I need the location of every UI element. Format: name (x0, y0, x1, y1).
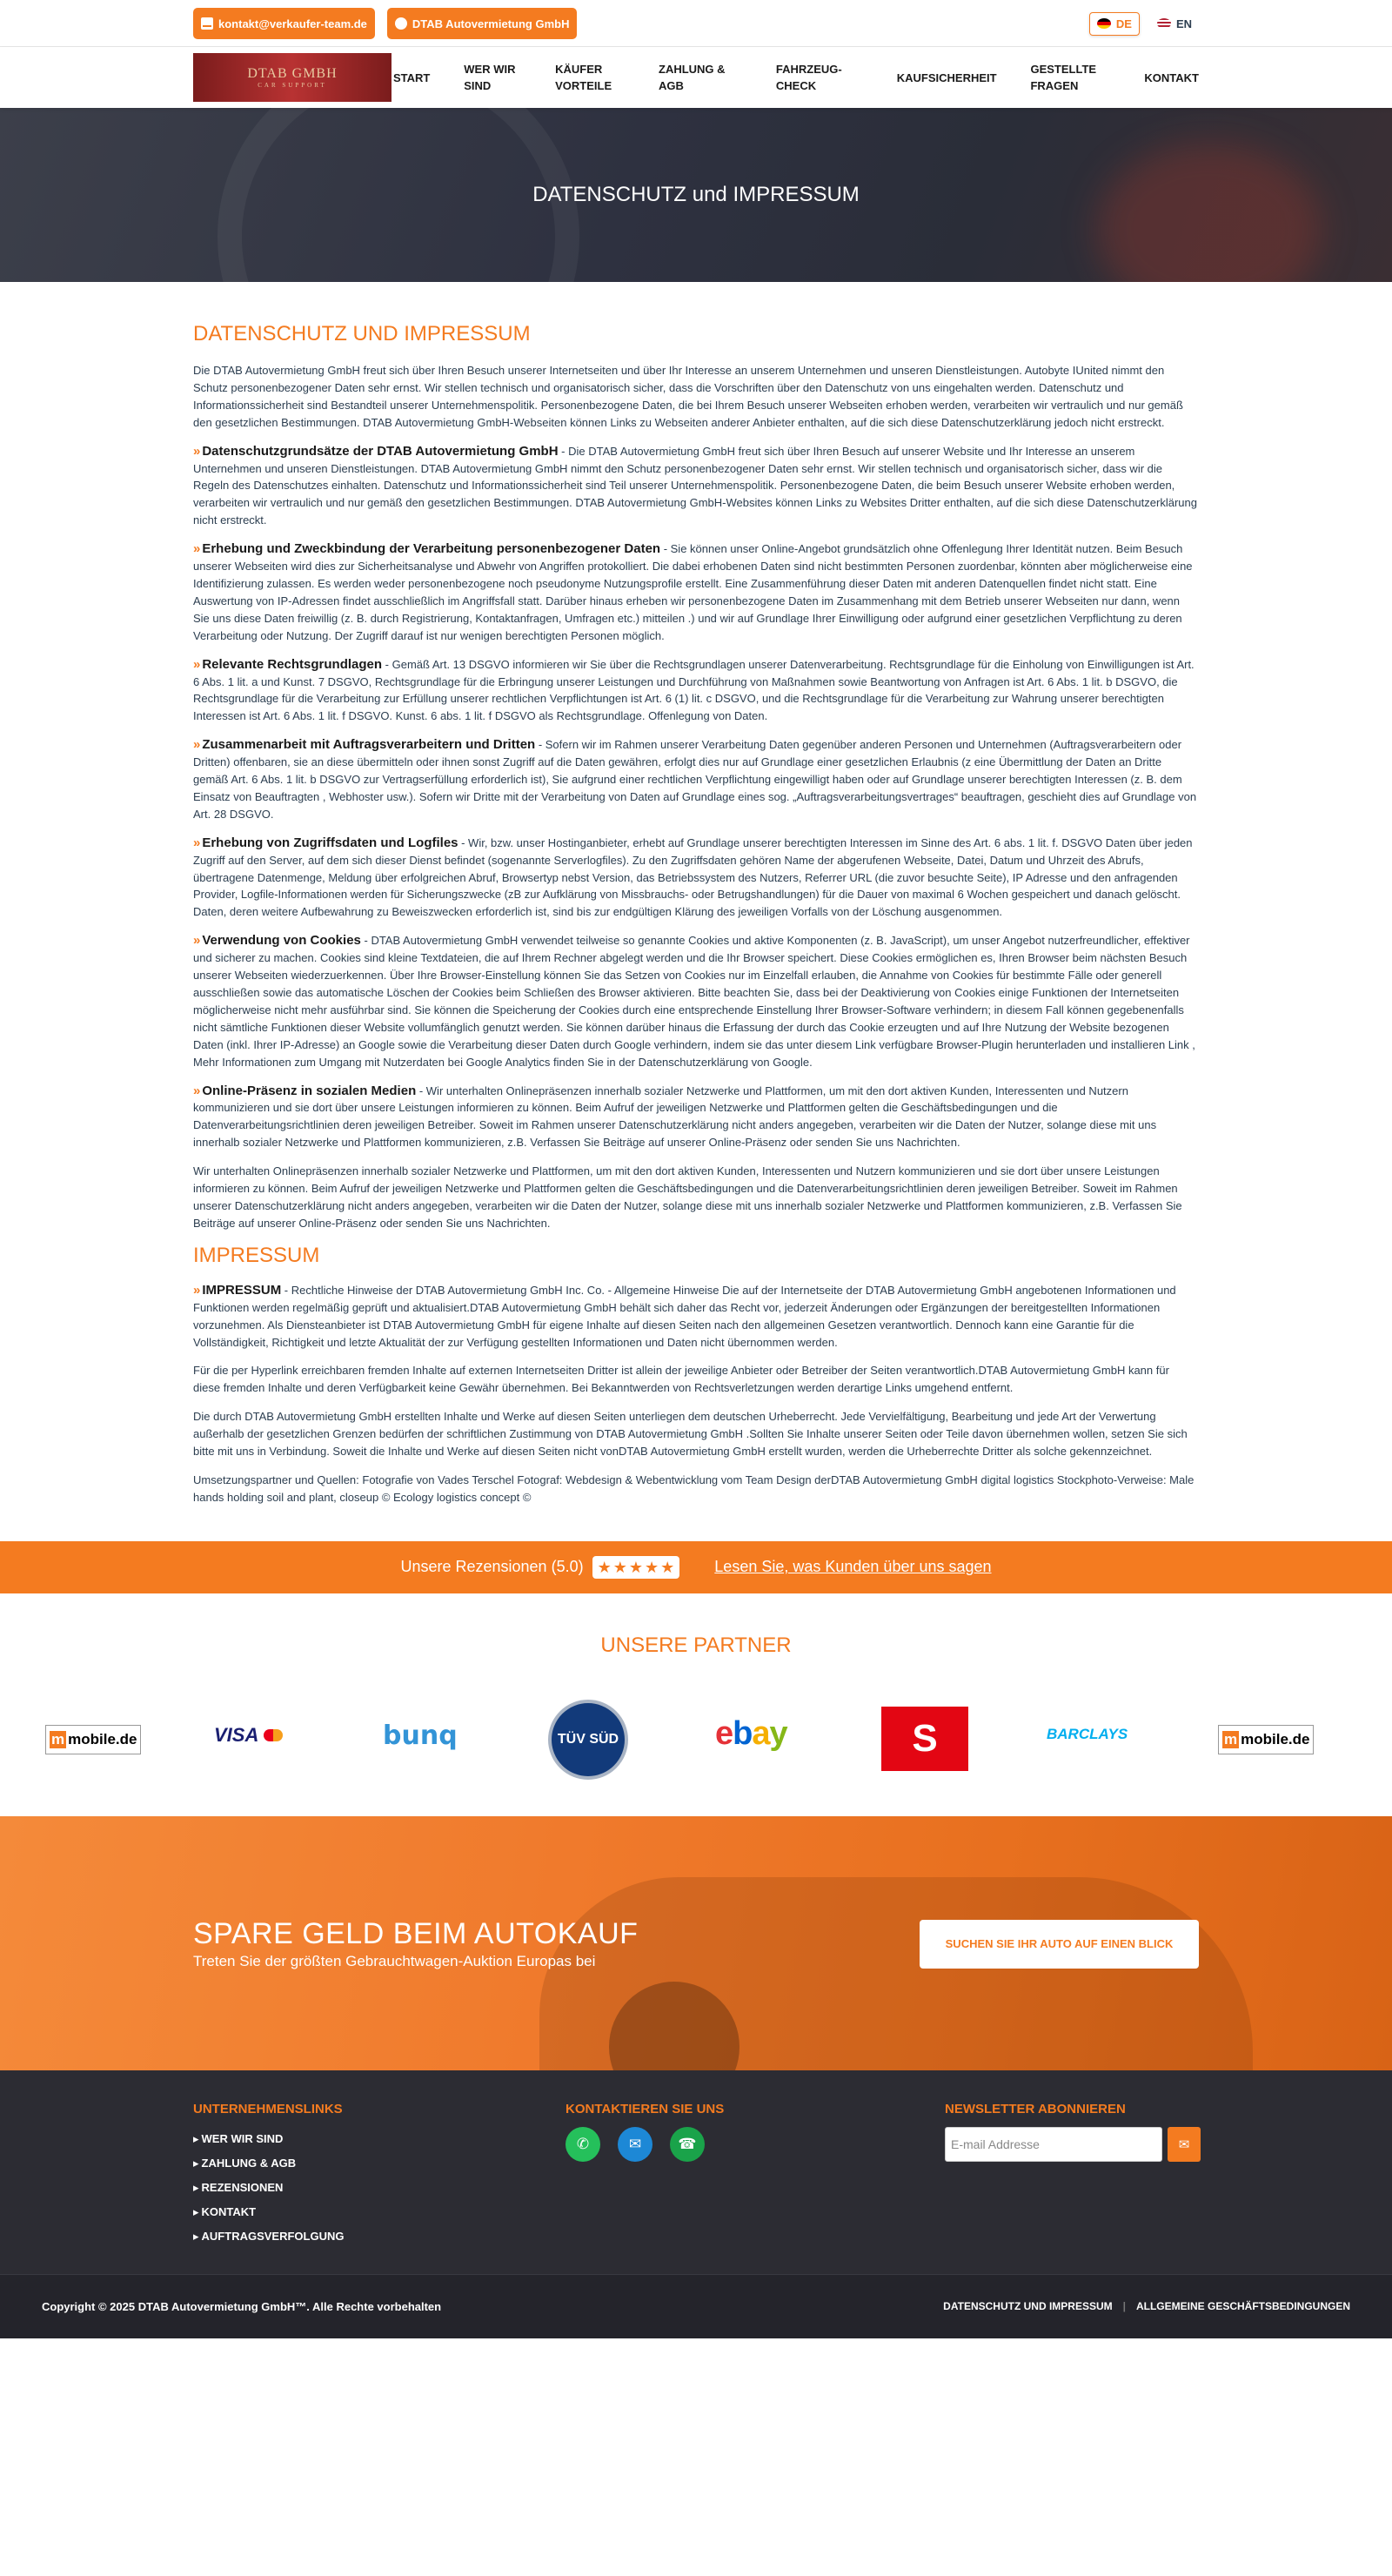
nav-item-wer-wir-sind[interactable]: WER WIR SIND (464, 63, 516, 92)
section-title: Datenschutzgrundsätze der DTAB Autovermietung GmbH (202, 443, 559, 459)
nav-item-gestellte-fragen[interactable]: GESTELLTE FRAGEN (1030, 63, 1097, 92)
footer-link-auftragsverfolgung[interactable]: ▸ AUFTRAGSVERFOLGUNG (193, 2224, 344, 2249)
partner-logo-mobile-de: m mobile.de (45, 1725, 141, 1754)
section-title: Online-Präsenz in sozialen Medien (202, 1083, 417, 1098)
envelope-icon (201, 17, 213, 30)
section-paragraph (193, 656, 1199, 726)
section-paragraph (193, 1083, 1199, 1152)
section-text: - Wir, bzw. unser Hostinganbieter, erhebt auf Grundlage unserer berechtigten Interessen im Sinne des Art. 6 abs. 1 lit. f. DSGVO Daten über jeden Zugriff auf den Server, auf dem sich dieser Dienst befindet (sogenannte Serverlogfiles). Zu den Zugriffsdaten gehören Name der abgerufenen Webseite, Datei, Datum und Uhrzeit des Abrufs, übertragene Datenmenge, Meldung über erfolgreichen Abruf, Browsertyp nebst Version, das Betriebssystem des Nutzers, Referrer URL (die zuvor besuchte Seite), IP Adresse und den anfragenden Provider, Logfile-Informationen werden für Sicherungszwecke (zB zur Aufklärung von Missbrauchs- oder Betrugshandlungen) für die Dauer von maximal 6 Wochen gespeichert und danach gelöscht. Daten, deren weitere Aufbewahrung zu Beweiszwecken erforderlich ist, sind bis zur endgültigen Klärung des jeweiligen Vorfalls von der Löschung ausgenommen. (193, 835, 1193, 919)
nav-menu (393, 61, 1199, 94)
chevron-right-icon: » (193, 933, 201, 949)
newsletter-email-input[interactable]: E-mail Addresse (945, 2127, 1162, 2162)
footer-link-zahlung-agb[interactable]: ▸ ZAHLUNG & AGB (193, 2151, 344, 2176)
footer-link-datenschutz[interactable]: DATENSCHUTZ UND IMPRESSUM (943, 2300, 1113, 2313)
lang-en-label: EN (1175, 17, 1192, 30)
copyright-text: Copyright © 2025 DTAB Autovermietung GmbH™. Alle Rechte vorbehalten (42, 2299, 442, 2313)
footer-newsletter-column (945, 2102, 1201, 2162)
reviews-link[interactable]: Lesen Sie, was Kunden über uns sagen (714, 1558, 992, 1576)
impressum-paragraph-4: Umsetzungspartner und Quellen: Fotografie von Vades Terschel Fotograf: Webdesign & Webentwicklung vom Team Design derDTAB Autovermietung GmbH digital logistics Stockphoto-Verweise: Male hands holding soil and plant, closeup © Ecology logistics concept © (193, 1472, 1195, 1504)
section-title: Zusammenarbeit mit Auftragsverarbeitern und Dritten (202, 737, 536, 753)
main-content (193, 282, 1199, 1506)
main-navbar (0, 47, 1392, 108)
divider: | (1122, 2300, 1126, 2313)
banner-title: SPARE GELD BEIM AUTOKAUF (193, 1916, 639, 1950)
section-text: - Sofern wir im Rahmen unserer Verarbeitung Daten gegenüber anderen Personen und Unternehmen (Auftragsverarbeitern oder Dritten) offenbaren, sie an diese übermitteln oder ihnen sonst Zugriff auf die Daten gewähren, erfolgt dies nur auf Grundlage einer gesetzlichen Erlaubnis (z eine Übermittlung der Daten an Dritte gemäß Art. 6 Abs. 1 lit. b DSGVO zur Vertragserfüllung erforderlich ist), Sie aufgrund einer rechtlichen Verpflichtung eingewilligt haben oder auf Grundlage unserer berechtigten Interessen (z. B. dem Einsatz von Beauftragten , Webhoster usw.). Sofern wir Dritte mit der Verarbeitung von Daten auf Grundlage eines sog. „Auftragsverarbeitungsvertrages“ beauftragen, geschieht dies auf Grundlage von Art. 28 DSGVO. (193, 738, 1197, 821)
flag-de-icon (1097, 18, 1111, 29)
email-link[interactable] (193, 8, 375, 39)
impressum-paragraph-2: Für die per Hyperlink erreichbaren fremden Inhalte auf externen Internetseiten Dritter ist allein der jeweilige Anbieter oder Betreiber der Seiten verantwortlich.DTAB Autovermietung GmbH kann für diese fremden Inhalte und deren Verfügbarkeit keine Gewähr übernehmen. Bei Bekanntwerden von Rechtsverletzungen werden derartige Links umgehend entfernt. (193, 1364, 1169, 1395)
intro-paragraph: Die DTAB Autovermietung GmbH freut sich über Ihren Besuch unserer Internetseiten und über Ihr Interesse an unserem Unternehmen und unseren Dienstleistungen. Autobyte IUnited nimmt den Schutz personenbezogener Daten sehr ernst. Wir stellen technisch und organisatorisch sicher, dass die Vorschriften über den Datenschutz von uns eingehalten werden. Datenschutz und Informationssicherheit sind Bestandteil unserer Unternehmenspolitik. Personenbezogene Daten, die bei Ihrem Besuch unserer Webseiten erhoben werden, verarbeiten wir vertraulich und nur gemäß den gesetzlichen Bestimmungen. DTAB Autovermietung GmbH-Webseiten können Links zu Webseiten anderer Anbieter enthalten, auf die sich diese Datenschutzerklärung jedoch nicht erstreckt. (193, 364, 1183, 429)
footer-contact-heading: KONTAKTIEREN SIE UNS (566, 2101, 725, 2116)
partners-heading: UNSERE PARTNER (600, 1633, 792, 1657)
nav-item-kontakt[interactable]: KONTAKT (1144, 70, 1199, 84)
send-icon: ✉ (1178, 2137, 1190, 2152)
company-link[interactable] (387, 8, 578, 39)
partner-logo-barclays: BARCLAYS (1047, 1725, 1128, 1742)
star-rating (592, 1556, 680, 1579)
section-text: - DTAB Autovermietung GmbH verwendet teilweise so genannte Cookies und aktive Komponenten (z. B. JavaScript), um unser Angebot nutzerfreundlicher, effektiver und sicherer zu machen. Cookies sind kleine Textdateien, die auf Ihrem Rechner abgelegt werden und die Ihr Browser speichert. Diese Cookies ermöglichen es, Ihren Browser beim nächsten Besuch unserer Webseiten wiederzuerkennen. Über Ihre Browser-Einstellung können Sie das Setzen von Cookies nur im Einzelfall erlauben, die Annahme von Cookies für bestimmte Fälle oder generell ausschließen sowie das automatische Löschen der Cookies beim Schließen des Browser aktivieren. Bitte beachten Sie, dass bei der Deaktivierung von Cookies einige Funktionen der Internetseiten möglicherweise nicht mehr ausführbar sind. Sie können die Speicherung der Cookies durch eine entsprechende Einstellung Ihrer Browser-Software verhindern; in diesem Fall können gegebenenfalls nicht sämtliche Funktionen dieser Website vollumfänglich genutzt werden. Sie können darüber hinaus die Erfassung der durch das Cookie erzeugten und auf Ihre Nutzung der Website bezogenen Daten (inkl. Ihrer IP-Adresse) an Google sowie die Verarbeitung dieser Daten durch Google verhindern, indem sie das unter diesem Link verfügbare Browser-Plugin herunterladen und installieren Link , Mehr Informationen zum Umgang mit Nutzerdaten bei Google Analytics finden Sie in der Datenschutzerklärung von Google. (193, 934, 1195, 1069)
footer-contact-column (566, 2102, 724, 2162)
impressum-paragraph-3: Die durch DTAB Autovermietung GmbH erstellten Inhalte und Werke auf diesen Seiten unterliegen dem deutschen Urheberrecht. Jede Vervielfältigung, Bearbeitung und jede Art der Verwertung außerhalb der gesetzlichen Grenzen bedürfen der schriftlichen Zustimmung von DTAB Autovermietung GmbH .Sollten Sie Inhalte unserer Seiten oder Teile davon übernehmen wollen, setzen Sie sich bitte mit uns in Verbindung. Soweit die Inhalte und Werke auf diesen Seiten nicht vonDTAB Autovermietung GmbH erstellt wurden, werden die Urheberrechte Dritter als solche gekennzeichnet. (193, 1410, 1188, 1459)
banner-subtitle: Treten Sie der größten Gebrauchtwagen-Auktion Europas bei (193, 1952, 596, 1969)
lang-de-button[interactable] (1089, 12, 1140, 36)
chevron-right-icon: » (193, 737, 201, 753)
nav-item-zahlung-agb[interactable]: ZAHLUNG & AGB (659, 63, 726, 92)
impressum-text: - Rechtliche Hinweise der DTAB Autovermietung GmbH Inc. Co. - Allgemeine Hinweise Die auf der Internetseite der DTAB Autovermietung GmbH angebotenen Informationen und Funktionen werden regelmäßig geprüft und aktualisiert.DTAB Autovermietung GmbH behält sich daher das Recht vor, jederzeit Änderungen oder Ergänzungen der bereitgestellten Informationen vorzunehmen. Als Diensteanbieter ist DTAB Autovermietung GmbH für eigene Inhalte auf diesen Seiten nach den allgemeinen Gesetzen verantwortlich. Dennoch kann eine Garantie für die Vollständigkeit, Richtigkeit und letzte Aktualität der zur Verfügung gestellten Informationen und Daten nicht übernommen werden. (193, 1283, 1176, 1349)
reviews-label: Unsere Rezensionen (5.0) (400, 1558, 584, 1576)
site-footer (0, 2070, 1392, 2274)
mastercard-icon (264, 1729, 283, 1741)
section-title: Erhebung von Zugriffsdaten und Logfiles (202, 835, 458, 850)
nav-item-kaeufer-vorteile[interactable]: KÄUFER VORTEILE (555, 63, 612, 92)
social-paragraph: Wir unterhalten Onlinepräsenzen innerhalb sozialer Netzwerke und Plattformen, um mit den dort aktiven Kunden, Interessenten und Nutzern kommunizieren und sie dort über unsere Leistungen informieren zu können. Beim Aufruf der jeweiligen Netzwerke und Plattformen gelten die Geschäftsbedingungen und die Datenverarbeitungsrichtlinien deren jeweiligen Betreiber. Soweit im Rahmen unserer Datenschutzerklärung nicht anders angegeben, verarbeiten wir die Daten der Nutzer, solange diese mit uns innerhalb sozialer Netzwerke und Plattformen kommunizieren, z.B. Verfassen Sie Beiträge auf unserer Online-Präsenz oder senden Sie uns Nachrichten. (193, 1164, 1182, 1230)
impressum-paragraph (193, 1282, 1199, 1352)
hero-banner (0, 108, 1392, 282)
footer-link-agb[interactable]: ALLGEMEINE GESCHÄFTSBEDINGUNGEN (1135, 2300, 1350, 2313)
footer-link-wer-wir-sind[interactable]: ▸ WER WIR SIND (193, 2127, 344, 2151)
chevron-right-icon: » (193, 835, 201, 850)
section-paragraph (193, 736, 1199, 823)
partner-logo-bunq: bunq (383, 1720, 458, 1751)
site-logo[interactable] (193, 53, 392, 102)
section-text: - Sie können unser Online-Angebot grundsätzlich ohne Offenlegung Ihrer Identität nutzen. Beim Besuch unserer Webseiten wird dies zur Sicherheitsanalyse und Abwehr von Angriffen protokolliert. Die dabei erhobenen Daten sind nicht bestimmten Personen zuordenbar, könnten aber möglicherweise eine Identifizierung zulassen. Es werden weder personenbezogene noch pseudonyme Nutzungsprofile erstellt. Eine Zusammenführung dieser Daten mit anderen Datenquellen findet nicht statt. Eine Auswertung von IP-Adressen findet ausschließlich im Angriffsfall statt. Darüber hinaus erheben wir personenbezogene Daten im Zusammenhang mit dem Betrieb unserer Webseiten nur dann, wenn Sie uns diese Daten freiwillig (z. B. durch Registrierung, Kontaktanfragen, Umfragen etc.) mitteilen .) und wir auf Grundlage Ihrer Einwilligung oder aufgrund einer gesetzlichen Verpflichtung zu deren Verarbeitung oder Nutzung. Der Zugriff darauf ist nur wenigen berechtigten Personen möglich. (193, 542, 1193, 642)
footer-links-column (193, 2102, 344, 2249)
partners-section (0, 1593, 1392, 1816)
chevron-right-icon: » (193, 541, 201, 557)
company-text: DTAB Autovermietung GmbH (412, 17, 570, 30)
mail-icon[interactable]: ✉ (618, 2127, 652, 2162)
section-title: Relevante Rechtsgrundlagen (202, 656, 383, 672)
nav-item-start[interactable]: START (393, 70, 431, 84)
logo-subtext: CAR SUPPORT (258, 82, 327, 89)
section-paragraph (193, 443, 1199, 530)
section-text: - Gemäß Art. 13 DSGVO informieren wir Sie über die Rechtsgrundlagen unserer Datenverarbeitung. Rechtsgrundlage für die Einholung von Einwilligungen ist Art. 6 Abs. 1 lit. a und Kunst. 7 DSGVO, Rechtsgrundlage für die Erbringung unserer Leistungen und Durchführung von Maßnahmen sowie Beantwortung von Anfragen ist Art. 6 Abs. 1 lit. b DSGVO, die Rechtsgrundlage für die Verarbeitung zur Erfüllung unserer rechtlichen Verpflichtungen ist Art. 6 (1) lit. c DSGVO, und die Rechtsgrundlage für die Verarbeitung zur Wahrung unserer berechtigten Interessen ist Art. 6 Abs. 1 lit. f DSGVO. Kunst. 6 abs. 1 lit. f DSGVO als Rechtsgrundlage. Offenlegung von Daten. (193, 657, 1195, 723)
impressum-heading: IMPRESSUM (193, 1243, 320, 1267)
section-text: - Die DTAB Autovermietung GmbH freut sich über Ihren Besuch auf unserer Website und Ihr Interesse an unserem Unternehmen und unseren Dienstleistungen. DTAB Autovermietung GmbH nimmt den Schutz personenbezogener Daten sehr ernst. Wir stellen technisch und organisatorisch sicher, dass wir die Regeln des Datenschutzes einhalten. Datenschutz und Informationssicherheit sind Teil unserer Unternehmenspolitik. Personenbezogene Daten, die beim Besuch unserer Website erhoben werden, verarbeiten wir vertraulich und nur gemäß den gesetzlichen Bestimmungen. DTAB Autovermietung GmbH-Websites können Links zu Websites Dritter enthalten, auf die sich diese Datenschutzerklärung nicht erstreckt. (193, 444, 1197, 527)
impressum-title: IMPRESSUM (202, 1282, 282, 1298)
partner-logo-sparkasse: S (881, 1707, 968, 1771)
nav-item-fahrzeug-check[interactable]: FAHRZEUG-CHECK (775, 63, 842, 92)
section-paragraph (193, 932, 1199, 1070)
flag-en-icon (1157, 18, 1171, 29)
content-heading: DATENSCHUTZ UND IMPRESSUM (193, 322, 531, 345)
lang-de-label: DE (1115, 17, 1132, 30)
reviews-bar (0, 1541, 1392, 1593)
search-car-button[interactable]: SUCHEN SIE IHR AUTO AUF EINEN BLICK (920, 1920, 1199, 1969)
page-title: DATENSCHUTZ und IMPRESSUM (532, 183, 860, 206)
section-paragraph (193, 835, 1199, 922)
chevron-right-icon: » (193, 656, 201, 672)
partner-logos (0, 1696, 1392, 1783)
star-icon: ★ (628, 1558, 644, 1576)
top-bar (0, 0, 1392, 47)
phone-icon[interactable]: ☎ (670, 2127, 705, 2162)
newsletter-submit-button[interactable] (1168, 2127, 1201, 2162)
partner-logo-visa: VISA (214, 1724, 283, 1747)
promo-banner (0, 1816, 1392, 2070)
footer-newsletter-heading: NEWSLETTER ABONNIEREN (945, 2101, 1126, 2116)
star-icon: ★ (645, 1558, 659, 1576)
section-text: - Wir unterhalten Onlinepräsenzen innerhalb sozialer Netzwerke und Plattformen, um mit den dort aktiven Kunden, Interessenten und Nutzern kommunizieren und sie dort über unsere Leistungen informieren zu können. Beim Aufruf der jeweiligen Netzwerke und Plattformen gelten die Geschäftsbedingungen und die Datenverarbeitungsrichtlinien deren jeweiligen Betreiber. Soweit im Rahmen unserer Datenschutzerklärung nicht anders angegeben, verarbeiten wir die Daten der Nutzer, solange diese mit uns innerhalb sozialer Netzwerke und Plattformen kommunizieren, z.B. Verfassen Sie Beiträge auf unserer Online-Präsenz oder senden Sie uns Nachrichten. (193, 1083, 1157, 1150)
chevron-right-icon: » (193, 1282, 201, 1298)
globe-icon (395, 17, 407, 30)
footer-link-rezensionen[interactable]: ▸ REZENSIONEN (193, 2176, 344, 2200)
star-icon: ★ (597, 1558, 612, 1576)
section-title: Verwendung von Cookies (202, 933, 361, 949)
section-paragraph (193, 540, 1199, 644)
email-text: kontakt@verkaufer-team.de (218, 17, 367, 30)
footer-link-kontakt[interactable]: ▸ KONTAKT (193, 2200, 344, 2224)
footer-links-heading: UNTERNEHMENSLINKS (193, 2101, 343, 2116)
lang-en-button[interactable] (1150, 13, 1199, 35)
nav-item-kaufsicherheit[interactable]: KAUFSICHERHEIT (896, 70, 997, 84)
partner-logo-ebay: e b a y (715, 1714, 787, 1752)
whatsapp-icon[interactable]: ✆ (566, 2127, 600, 2162)
section-title: Erhebung und Zweckbindung der Verarbeitung personenbezogener Daten (202, 541, 661, 557)
star-icon: ★ (660, 1558, 675, 1576)
chevron-right-icon: » (193, 443, 201, 459)
partner-logo-mobile-de-2: m mobile.de (1218, 1725, 1314, 1754)
logo-text: DTAB GMBH (247, 66, 338, 81)
chevron-right-icon: » (193, 1083, 201, 1098)
partner-logo-tuv: TÜV SÜD (548, 1700, 628, 1780)
copyright-bar (0, 2274, 1392, 2338)
star-icon: ★ (612, 1558, 627, 1576)
